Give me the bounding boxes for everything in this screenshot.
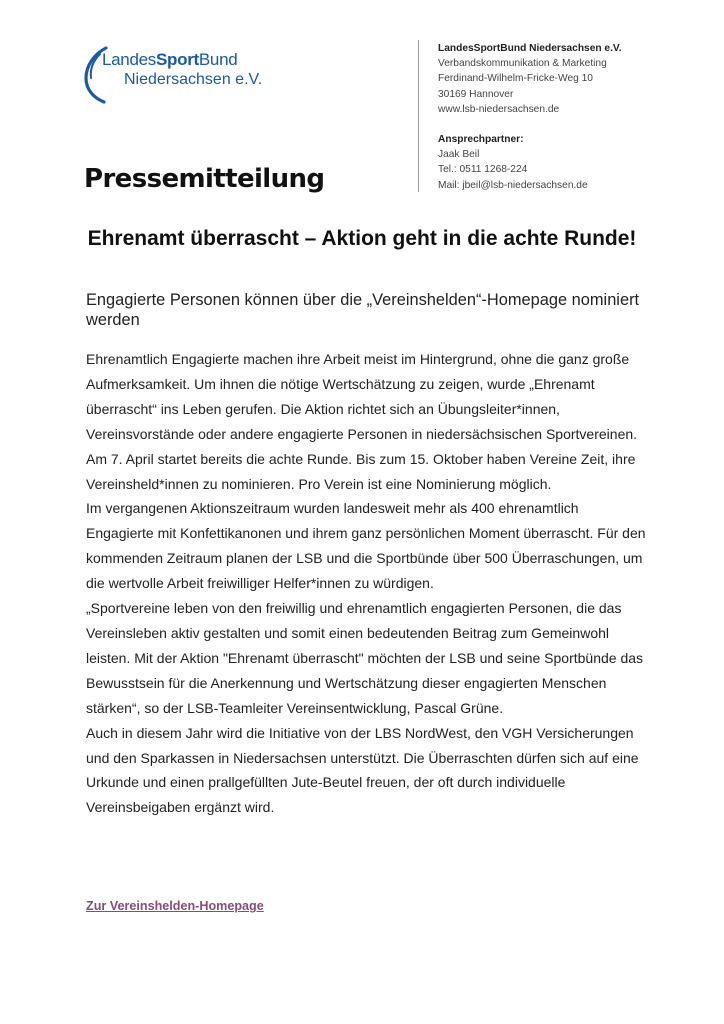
body-paragraph: Ehrenamtlich Engagierte machen ihre Arbeit meist im Hintergrund, ohne die ganz große Aufmerksamkeit. Um ihnen die nötige Wertschätzung zu zeigen, wurde „Ehrenamt überrascht“ ins Leben gerufen. Die Aktion richtet sich an Übungsleiter*innen, Vereinsvorstände oder andere engagierte Personen in niedersächsischen Sportvereinen.: [86, 351, 638, 442]
contact-partner-heading: Ansprechpartner:: [438, 134, 524, 146]
vereinshelden-homepage-link[interactable]: Zur Vereinshelden-Homepage: [86, 899, 264, 913]
contact-phone: Tel.: 0511 1268-224: [438, 164, 528, 176]
contact-street: Ferdinand-Wilhelm-Fricke-Weg 10: [438, 73, 593, 85]
document-type-title: Pressemitteilung: [84, 164, 325, 194]
contact-dept: Verbandskommunikation & Marketing: [438, 58, 607, 70]
header-divider: [418, 40, 419, 192]
body-paragraph: „Sportvereine leben von den freiwillig und ehrenamtlich engagierten Personen, die das Vereinsleben aktiv gestalten und somit einen bedeutenden Beitrag zum Gemeinwohl leisten. Mit der Aktion "Ehrenamt überrascht" möchten der LSB und seine Sportbünde das Bewusstsein für die Anerkennung und Wertschätzung dieser engagierten Menschen stärken“, so der LSB-Teamleiter Vereinsentwicklung, Pascal Grüne.: [86, 600, 644, 716]
lsb-logo: [80, 44, 263, 108]
logo-text-landes: Landes: [102, 50, 156, 69]
body-text: [86, 347, 646, 820]
contact-mail[interactable]: Mail: jbeil@lsb-niedersachsen.de: [438, 179, 588, 191]
logo-text-bund: Bund: [198, 50, 238, 69]
subheadline: Engagierte Personen können über die „Vereinshelden“-Homepage nominiert werden: [86, 291, 640, 329]
contact-spacer: [438, 117, 622, 132]
contact-web[interactable]: www.lsb-niedersachsen.de: [438, 103, 560, 115]
body-paragraph: Im vergangenen Aktionszeitraum wurden landesweit mehr als 400 ehrenamtlich Engagierte mit Konfettikanonen und ihrem ganz persönlichen Moment überrascht. Für den kommenden Zeitraum planen der LSB und die Sportbünde über 500 Überraschungen, um die wertvolle Arbeit freiwilliger Helfer*innen zu würdigen.: [86, 500, 646, 592]
logo-text-sport: Sport: [155, 50, 199, 69]
headline: Ehrenamt überrascht – Aktion geht in die achte Runde!: [87, 227, 637, 250]
logo-wordmark: [102, 50, 237, 70]
body-paragraph: Am 7. April startet bereits die achte Runde. Bis zum 15. Oktober haben Vereine Zeit, ihre Vereinsheld*innen zu nominieren. Pro Verein ist eine Nominierung möglich.: [86, 450, 636, 492]
contact-city: 30169 Hannover: [438, 88, 514, 100]
contact-block: [438, 41, 622, 193]
logo-subtext: Niedersachsen e.V.: [124, 71, 263, 88]
body-paragraph: Auch in diesem Jahr wird die Initiative von der LBS NordWest, den VGH Versicherungen und den Sparkassen in Niedersachsen unterstützt. Die Überraschten dürfen sich auf eine Urkunde und einen prallgefüllten Jute-Beutel freuen, der oft durch individuelle Vereinsbeigaben ergänzt wird.: [86, 724, 639, 816]
contact-org: LandesSportBund Niedersachsen e.V.: [438, 43, 622, 54]
contact-partner-name: Jaak Beil: [438, 149, 480, 161]
